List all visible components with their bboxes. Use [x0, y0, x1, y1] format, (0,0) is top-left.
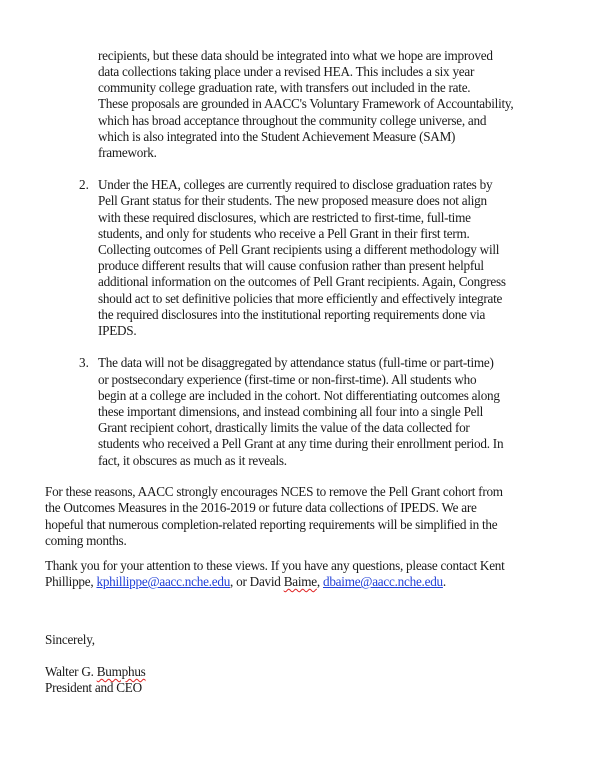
text-line: with these required disclosures, which are restricted to first-time, full-time [98, 210, 471, 225]
email-link-dbaime[interactable]: dbaime@aacc.nche.edu [322, 574, 443, 589]
text-segment: , or David [230, 574, 284, 589]
text-line: or postsecondary experience (first-time or non-first-time). All students who [98, 372, 477, 387]
text-line: students who received a Pell Grant at any time during their enrollment period. In [98, 436, 504, 451]
text-line: produce different results that will cause confusion rather than present helpful [98, 258, 484, 273]
text-line: the required disclosures into the institutional reporting requirements done via [98, 307, 486, 322]
text-line: which is also integrated into the Student Achievement Measure (SAM) [98, 129, 456, 144]
text-line: Under the HEA, colleges are currently required to disclose graduation rates by [98, 177, 493, 192]
text-line: coming months. [45, 533, 127, 548]
signature-name [45, 664, 146, 680]
list-number: 2. [79, 177, 89, 192]
text-line: fact, it obscures as much as it reveals. [98, 453, 287, 468]
text-line: Collecting outcomes of Pell Grant recipients using a different methodology will [98, 242, 500, 257]
text-line: Grant recipient cohort, drastically limits the value of the data collected for [98, 420, 470, 435]
text-segment: Walter G. [45, 664, 97, 679]
text-line: The data will not be disaggregated by attendance status (full-time or part-time) [98, 355, 494, 370]
list-number: 3. [79, 355, 89, 370]
text-line: framework. [98, 145, 157, 160]
text-line: recipients, but these data should be integrated into what we hope are improved [98, 48, 493, 63]
text-line: these important dimensions, and instead combining all four into a single Pell [98, 404, 484, 419]
text-line: hopeful that numerous completion-related reporting requirements will be simplified in the [45, 517, 498, 532]
text-line: the Outcomes Measures in the 2016-2019 or future data collections of IPEDS. We are [45, 500, 477, 515]
text-line: IPEDS. [98, 323, 137, 338]
text-line: These proposals are grounded in AACC's Voluntary Framework of Accountability, [98, 96, 514, 111]
email-link-kphillippe[interactable]: kphillippe@aacc.nche.edu [96, 574, 231, 589]
text-line: community college graduation rate, with transfers out included in the rate. [98, 80, 471, 95]
spellcheck-word-baime: Baime [283, 574, 317, 589]
text-line: which has broad acceptance throughout the community college universe, and [98, 113, 487, 128]
text-line: Thank you for your attention to these views. If you have any questions, please contact Kent [45, 558, 505, 573]
text-line: begin at a college are included in the cohort. Not differentiating outcomes along [98, 388, 500, 403]
text-line: data collections taking place under a revised HEA. This includes a six year [98, 64, 475, 79]
signature-title: President and CEO [45, 680, 142, 695]
closing-text: Sincerely, [45, 632, 95, 647]
text-line: Pell Grant status for their students. The new proposed measure does not align [98, 193, 487, 208]
text-segment: Phillippe, [45, 574, 97, 589]
contact-line [45, 574, 446, 590]
text-line: additional information on the outcomes of Pell Grant recipients. Again, Congress [98, 274, 506, 289]
text-line: should act to set definitive policies that more efficiently and effectively integrate [98, 291, 503, 306]
text-line: For these reasons, AACC strongly encourages NCES to remove the Pell Grant cohort from [45, 484, 503, 499]
text-line: students, and only for students who receive a Pell Grant in their first term. [98, 226, 470, 241]
text-segment: , [316, 574, 323, 589]
text-segment: . [442, 574, 446, 589]
spellcheck-word-bumphus: Bumphus [96, 664, 146, 679]
